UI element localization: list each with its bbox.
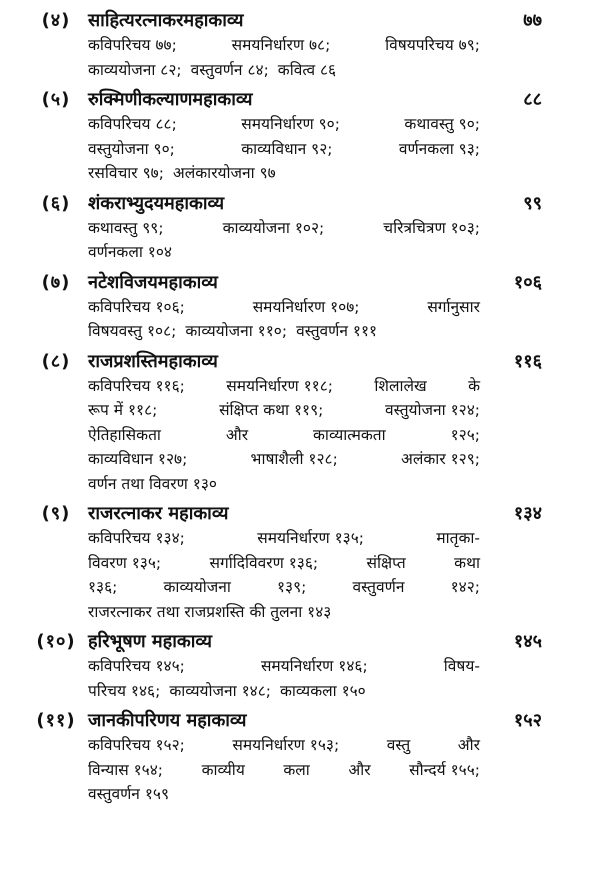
subtopic-line — [88, 733, 480, 758]
entry-number: (६) — [41, 192, 71, 214]
subtopic-text: कविपरिचय १३४; — [88, 529, 185, 547]
subtopic-text: विषय- — [443, 657, 480, 675]
subtopic-line — [88, 600, 480, 625]
entry-page-number: ८८ — [523, 89, 542, 110]
subtopic-text: और — [225, 425, 249, 444]
contents-entry — [0, 189, 600, 265]
subtopic-text: कविपरिचय ११६; — [88, 376, 185, 395]
subtopic-text: अलंकारयोजना ९७ — [172, 164, 276, 182]
entry-heading — [0, 499, 600, 526]
contents-entry — [0, 706, 600, 807]
subtopic-text: संक्षिप्त — [366, 553, 406, 572]
subtopic-text: चरित्रचित्रण १०३; — [383, 218, 480, 237]
subtopic-text: अलंकार १२९; — [401, 450, 480, 468]
contents-entry — [0, 499, 600, 624]
entry-title: जानकीपरिणय महाकाव्य — [88, 710, 247, 731]
entry-subtopics — [88, 733, 480, 807]
subtopic-text: कविपरिचय ८८; — [88, 115, 177, 133]
subtopic-line — [88, 33, 480, 58]
subtopic-line — [88, 447, 480, 472]
subtopic-text: समयनिर्धारण ७८; — [231, 36, 331, 54]
subtopic-text: सौन्दर्य १५५; — [409, 760, 480, 779]
subtopic-text: समयनिर्धारण १५३; — [232, 736, 340, 754]
contents-entry — [0, 6, 600, 82]
subtopic-line — [88, 58, 480, 83]
subtopic-text: के — [468, 376, 480, 395]
subtopic-line — [88, 161, 480, 186]
entry-title: रुक्मिणीकल्याणमहाकाव्य — [88, 89, 253, 110]
subtopic-text: वस्तुवर्णन १११ — [296, 322, 378, 340]
subtopic-line — [88, 758, 480, 783]
entry-number: (४) — [41, 10, 71, 31]
entry-title: राजप्रशस्तिमहाकाव्य — [88, 350, 218, 372]
contents-entry — [0, 85, 600, 186]
subtopic-text: कविपरिचय १४५; — [88, 657, 185, 675]
entry-number: (१०) — [36, 631, 76, 652]
contents-page — [0, 6, 600, 810]
entry-number: (८) — [41, 350, 71, 372]
entry-title: नटेशविजयमहाकाव्य — [88, 271, 218, 293]
entry-subtopics — [88, 654, 480, 703]
subtopic-text: वस्तु — [386, 736, 411, 754]
subtopic-text: काव्यकला १५० — [280, 681, 366, 700]
entry-page-number: १५२ — [513, 710, 542, 731]
entry-subtopics — [88, 295, 480, 344]
subtopic-text: विन्यास १५४; — [88, 760, 164, 779]
entry-page-number: ७७ — [523, 10, 542, 31]
subtopic-line — [88, 398, 480, 423]
subtopic-text: विवरण १३५; — [88, 553, 162, 572]
subtopic-line — [88, 575, 480, 600]
subtopic-text: काव्ययोजना — [163, 578, 231, 596]
subtopic-text: भाषाशैली १२८; — [250, 450, 338, 468]
subtopic-text: कविपरिचय १०६; — [88, 297, 185, 316]
subtopic-text: सर्गानुसार — [427, 297, 480, 316]
entry-subtopics — [88, 112, 480, 186]
entry-heading — [0, 189, 600, 216]
subtopic-text: विषयपरिचय ७९; — [385, 36, 480, 54]
subtopic-text: समयनिर्धारण ९०; — [241, 115, 340, 133]
subtopic-text: काव्यीय — [201, 760, 245, 779]
subtopic-text: कविपरिचय १५२; — [88, 736, 185, 754]
subtopic-line — [88, 295, 480, 320]
subtopic-text: वर्णन तथा विवरण १३० — [88, 474, 217, 493]
entry-heading — [0, 6, 600, 33]
entry-page-number: १४५ — [513, 631, 542, 652]
entry-heading — [0, 268, 600, 295]
subtopic-text: समयनिर्धारण १४६; — [260, 657, 368, 675]
entry-subtopics — [88, 374, 480, 497]
entry-heading — [0, 85, 600, 112]
entry-title: राजरत्नाकर महाकाव्य — [88, 503, 229, 524]
subtopic-text: रूप में ११८; — [88, 401, 158, 419]
entry-heading — [0, 347, 600, 374]
subtopic-text: काव्यात्मकता — [313, 425, 386, 444]
subtopic-text: कथावस्तु ९९; — [88, 218, 164, 237]
subtopic-text: काव्ययोजना १४८; — [169, 681, 271, 700]
subtopic-text: काव्ययोजना ८२; — [88, 60, 182, 79]
subtopic-text: मातृका- — [436, 529, 480, 547]
subtopic-text: काव्ययोजना ११०; — [185, 322, 288, 340]
subtopic-text: राजरत्नाकर तथा राजप्रशस्ति की तुलना १४३ — [88, 602, 332, 621]
subtopic-line — [88, 526, 480, 551]
entry-title: हरिभूषण महाकाव्य — [88, 631, 212, 652]
entry-page-number: ९९ — [523, 192, 542, 214]
subtopic-line — [88, 423, 480, 448]
subtopic-text: वस्तुवर्णन — [352, 578, 405, 596]
entry-number: (९) — [41, 503, 71, 524]
subtopic-text: और — [348, 760, 371, 779]
entry-title: साहित्यरत्नाकरमहाकाव्य — [88, 10, 244, 31]
subtopic-line — [88, 240, 480, 265]
subtopic-text: सर्गादिविवरण १३६; — [209, 553, 319, 572]
subtopic-line — [88, 319, 480, 344]
subtopic-text: वर्णनकला १०४ — [88, 243, 172, 261]
entry-number: (११) — [36, 710, 76, 731]
entry-heading — [0, 706, 600, 733]
subtopic-line — [88, 782, 480, 807]
contents-entry — [0, 268, 600, 344]
subtopic-text: काव्यविधान १२७; — [88, 450, 188, 468]
entry-subtopics — [88, 526, 480, 624]
subtopic-text: कला — [283, 760, 310, 779]
subtopic-text: १४२; — [450, 578, 480, 596]
subtopic-line — [88, 112, 480, 137]
subtopic-text: कथा — [454, 553, 480, 572]
entry-number: (५) — [41, 89, 71, 110]
subtopic-text: कथावस्तु ९०; — [404, 115, 480, 133]
entry-subtopics — [88, 33, 480, 82]
subtopic-text: १३९; — [277, 578, 307, 596]
entry-subtopics — [88, 216, 480, 265]
subtopic-text: १२५; — [450, 425, 480, 444]
entry-page-number: १०६ — [513, 271, 542, 293]
subtopic-text: कविपरिचय ७७; — [88, 36, 177, 54]
contents-entry — [0, 347, 600, 497]
subtopic-text: १३६; — [88, 578, 118, 596]
subtopic-text: ऐतिहासिकता — [88, 425, 161, 444]
subtopic-text: वर्णनकला ९३; — [398, 139, 480, 158]
entry-heading — [0, 627, 600, 654]
entry-title: शंकराभ्युदयमहाकाव्य — [88, 192, 225, 214]
subtopic-text: काव्ययोजना १०२; — [222, 218, 325, 237]
subtopic-text: वस्तुवर्णन १५९ — [88, 785, 170, 803]
contents-entry — [0, 627, 600, 703]
subtopic-text: समयनिर्धारण ११८; — [226, 376, 334, 395]
subtopic-text: संक्षिप्त कथा ११९; — [219, 401, 324, 419]
subtopic-line — [88, 137, 480, 162]
subtopic-line — [88, 551, 480, 576]
subtopic-text: समयनिर्धारण १०७; — [252, 297, 360, 316]
subtopic-line — [88, 679, 480, 704]
subtopic-text: वस्तुवर्णन ८४; — [190, 60, 269, 79]
entry-number: (७) — [41, 271, 71, 293]
subtopic-line — [88, 216, 480, 241]
subtopic-text: वस्तुयोजना १२४; — [385, 401, 480, 419]
subtopic-text: रसविचार ९७; — [88, 164, 164, 182]
subtopic-text: और — [457, 736, 480, 754]
subtopic-text: विषयवस्तु १०८; — [88, 322, 177, 340]
subtopic-text: परिचय १४६; — [88, 681, 161, 700]
subtopic-line — [88, 472, 480, 497]
entry-page-number: ११६ — [513, 350, 542, 372]
subtopic-text: काव्यविधान ९२; — [241, 139, 333, 158]
subtopic-line — [88, 374, 480, 399]
subtopic-text: वस्तुयोजना ९०; — [88, 139, 175, 158]
entry-page-number: १३४ — [513, 503, 542, 524]
subtopic-text: समयनिर्धारण १३५; — [257, 529, 364, 547]
subtopic-text: कवित्व ८६ — [277, 60, 337, 79]
subtopic-line — [88, 654, 480, 679]
subtopic-text: शिलालेख — [374, 376, 427, 395]
